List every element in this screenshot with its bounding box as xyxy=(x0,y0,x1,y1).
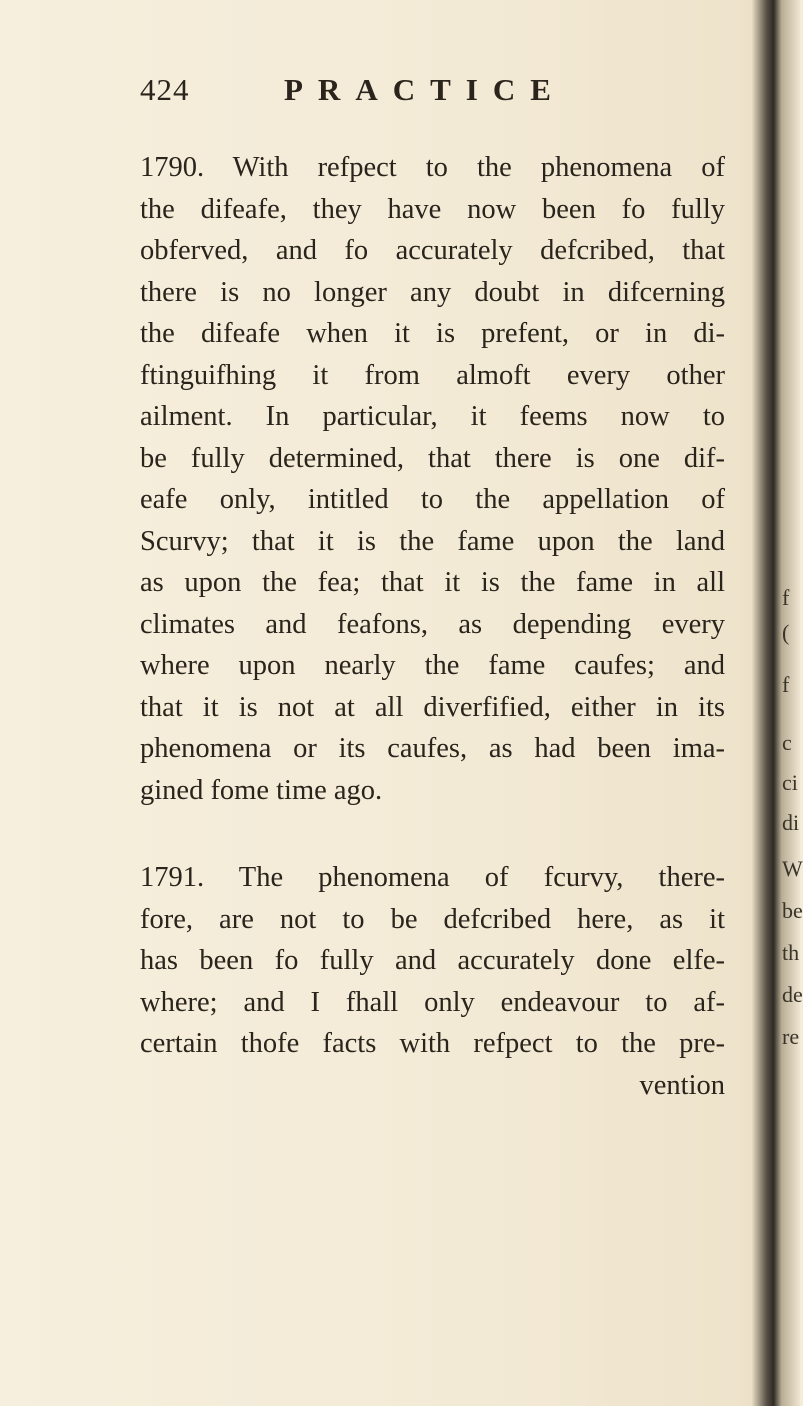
facing-page-fragment: c xyxy=(782,730,792,755)
catchword: vention xyxy=(639,1069,725,1101)
facing-page-fragment: f xyxy=(782,585,790,610)
facing-page-fragment: th xyxy=(782,940,800,965)
text-line: certain thofe facts with refpect to the pre- xyxy=(140,1028,725,1059)
paragraph-spacer xyxy=(140,811,725,857)
text-line: 1790. With refpect to the phenomena of xyxy=(140,152,725,183)
running-title: PRACTICE xyxy=(284,72,566,107)
text-line: where upon nearly the fame caufes; and xyxy=(140,650,725,681)
text-line: that it is not at all diverfified, either in its xyxy=(140,691,725,723)
text-line: be fully determined, that there is one dif- xyxy=(140,442,725,474)
facing-page-fragment: re xyxy=(782,1024,800,1049)
text-line: gined fome time ago. xyxy=(140,774,383,806)
paragraph-1791 xyxy=(140,857,725,1106)
facing-page-fragment: ( xyxy=(782,620,790,645)
text-line: phenomena or its caufes, as had been ima- xyxy=(140,733,725,764)
facing-page-fragment: f xyxy=(782,672,790,697)
text-line: ftinguifhing it from almoft every other xyxy=(140,359,725,391)
text-line: has been fo fully and accurately done elfe- xyxy=(140,945,725,976)
text-line: 1791. The phenomena of fcurvy, there- xyxy=(140,862,725,893)
paragraph-1790 xyxy=(140,147,725,811)
text-line: Scurvy; that it is the fame upon the land xyxy=(140,525,725,557)
facing-page-fragment: W xyxy=(782,856,803,881)
text-line: the difeafe, they have now been fo fully xyxy=(140,193,725,225)
facing-page-fragment: ci xyxy=(782,770,798,795)
page-number: 424 xyxy=(140,72,190,107)
text-line: where; and I fhall only endeavour to af- xyxy=(140,986,725,1018)
text-line: climates and feafons, as depending every xyxy=(140,608,725,640)
facing-page-fragment: di xyxy=(782,810,800,835)
text-line: as upon the fea; that it is the fame in all xyxy=(140,567,725,598)
facing-page-fragment: be xyxy=(782,898,803,923)
page-header xyxy=(140,72,660,112)
body-text xyxy=(140,147,725,1106)
text-line: the difeafe when it is prefent, or in di- xyxy=(140,318,725,349)
facing-page-edge xyxy=(752,0,803,1406)
text-line: obferved, and fo accurately defcribed, that xyxy=(140,235,725,266)
text-line: ailment. In particular, it feems now to xyxy=(140,401,725,432)
facing-page-fragment: de xyxy=(782,982,803,1007)
text-line: there is no longer any doubt in difcerning xyxy=(140,276,725,308)
text-line: fore, are not to be defcribed here, as it xyxy=(140,903,725,935)
text-line: eafe only, intitled to the appellation of xyxy=(140,484,725,515)
